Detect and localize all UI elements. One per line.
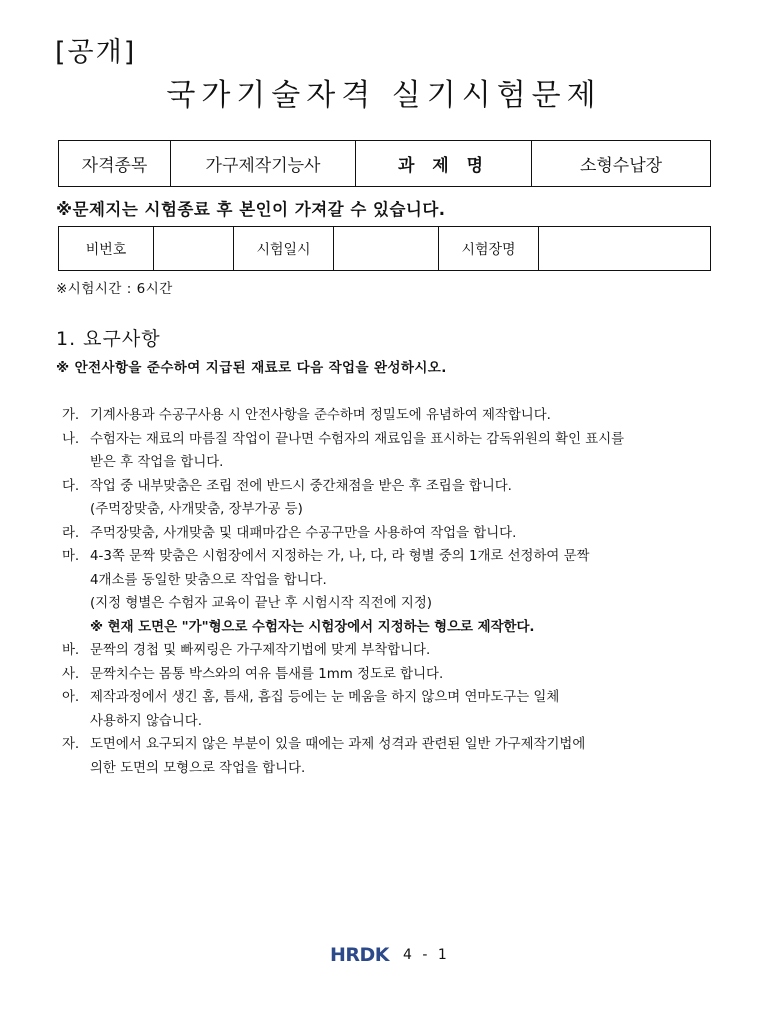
number-label: 비번호 [59, 227, 154, 271]
place-label: 시험장명 [439, 227, 539, 271]
requirement-item [62, 522, 722, 546]
item-prefix: 마. [62, 549, 80, 564]
item-continuation: 의한 도면의 모형으로 작업을 합니다. [90, 760, 306, 776]
item-text: 주먹장맞춤, 사개맞춤 및 대패마감은 수공구만을 사용하여 작업을 합니다. [90, 525, 517, 541]
requirement-item [62, 545, 722, 569]
item-prefix: 자. [62, 737, 80, 752]
qualification-table [58, 140, 711, 187]
item-text: 도면에서 요구되지 않은 부분이 있을 때에는 과제 성격과 관련된 일반 가구제작기법에 [90, 737, 586, 752]
item-continuation: 사용하지 않습니다. [90, 713, 202, 729]
requirement-item [62, 733, 722, 757]
item-text: 작업 중 내부맞춤은 조립 전에 반드시 중간채점을 받은 후 조립을 합니다. [90, 478, 512, 494]
requirement-item [62, 428, 722, 452]
requirement-item [62, 686, 722, 710]
item-prefix: 아. [62, 690, 80, 705]
date-label: 시험일시 [234, 227, 334, 271]
instruction: ※ 안전사항을 준수하여 지급된 재료로 다음 작업을 완성하시오. [56, 360, 447, 376]
requirement-item [62, 404, 722, 428]
exam-time: ※시험시간 : 6시간 [56, 281, 173, 297]
date-field [334, 227, 439, 271]
item-prefix: 라. [62, 525, 80, 541]
requirements-list [62, 404, 722, 780]
item-prefix: 사. [62, 666, 80, 682]
task-label: 과 제 명 [356, 141, 532, 187]
disclosure-tag: [공개] [55, 37, 137, 68]
requirement-item [62, 663, 722, 687]
place-field [539, 227, 711, 271]
item-prefix: 다. [62, 478, 80, 494]
hrdk-logo: HRDK [330, 944, 390, 966]
requirement-item [62, 639, 722, 663]
item-prefix: 가. [62, 408, 80, 423]
qualification-label: 자격종목 [59, 141, 171, 187]
item-text: 기계사용과 수공구사용 시 안전사항을 준수하며 정밀도에 유념하여 제작합니다. [90, 408, 551, 423]
item-text: 제작과정에서 생긴 홈, 틈새, 흠집 등에는 눈 메움을 하지 않으며 연마도구는 일체 [90, 690, 560, 705]
section-title: 1. 요구사항 [56, 328, 161, 350]
take-home-notice: ※문제지는 시험종료 후 본인이 가져갈 수 있습니다. [56, 200, 446, 219]
item-text: 문짝의 경첩 및 빠찌링은 가구제작기법에 맞게 부착합니다. [90, 643, 431, 658]
item-prefix: 나. [62, 431, 80, 447]
item-text: 수험자는 재료의 마름질 작업이 끝나면 수험자의 재료임을 표시하는 감독위원의 확인 표시를 [90, 431, 625, 447]
item-prefix: 바. [62, 643, 80, 658]
item-emphasis: ※ 현재 도면은 "가"형으로 수험자는 시험장에서 지정하는 형으로 제작한다. [90, 619, 535, 635]
exam-info-table [58, 226, 711, 271]
number-field [154, 227, 234, 271]
item-text: 문짝치수는 몸통 박스와의 여유 틈새를 1mm 정도로 합니다. [90, 666, 444, 682]
item-continuation: 받은 후 작업을 합니다. [90, 455, 224, 470]
item-text: 4-3쪽 문짝 맞춤은 시험장에서 지정하는 가, 나, 다, 라 형별 중의 1개로 선정하여 문짝 [90, 549, 590, 564]
task-value: 소형수납장 [532, 141, 711, 187]
document-title: 국가기술자격 실기시험문제 [166, 78, 602, 113]
qualification-value: 가구제작기능사 [171, 141, 356, 187]
item-continuation: (주먹장맞춤, 사개맞춤, 장부가공 등) [90, 502, 303, 517]
requirement-item [62, 475, 722, 499]
item-continuation: 4개소를 동일한 맞춤으로 작업을 합니다. [90, 572, 327, 588]
page-footer [330, 944, 450, 966]
item-continuation: (지정 형별은 수험자 교육이 끝난 후 시험시작 직전에 지정) [90, 596, 433, 611]
page-number: 4 - 1 [403, 947, 450, 963]
